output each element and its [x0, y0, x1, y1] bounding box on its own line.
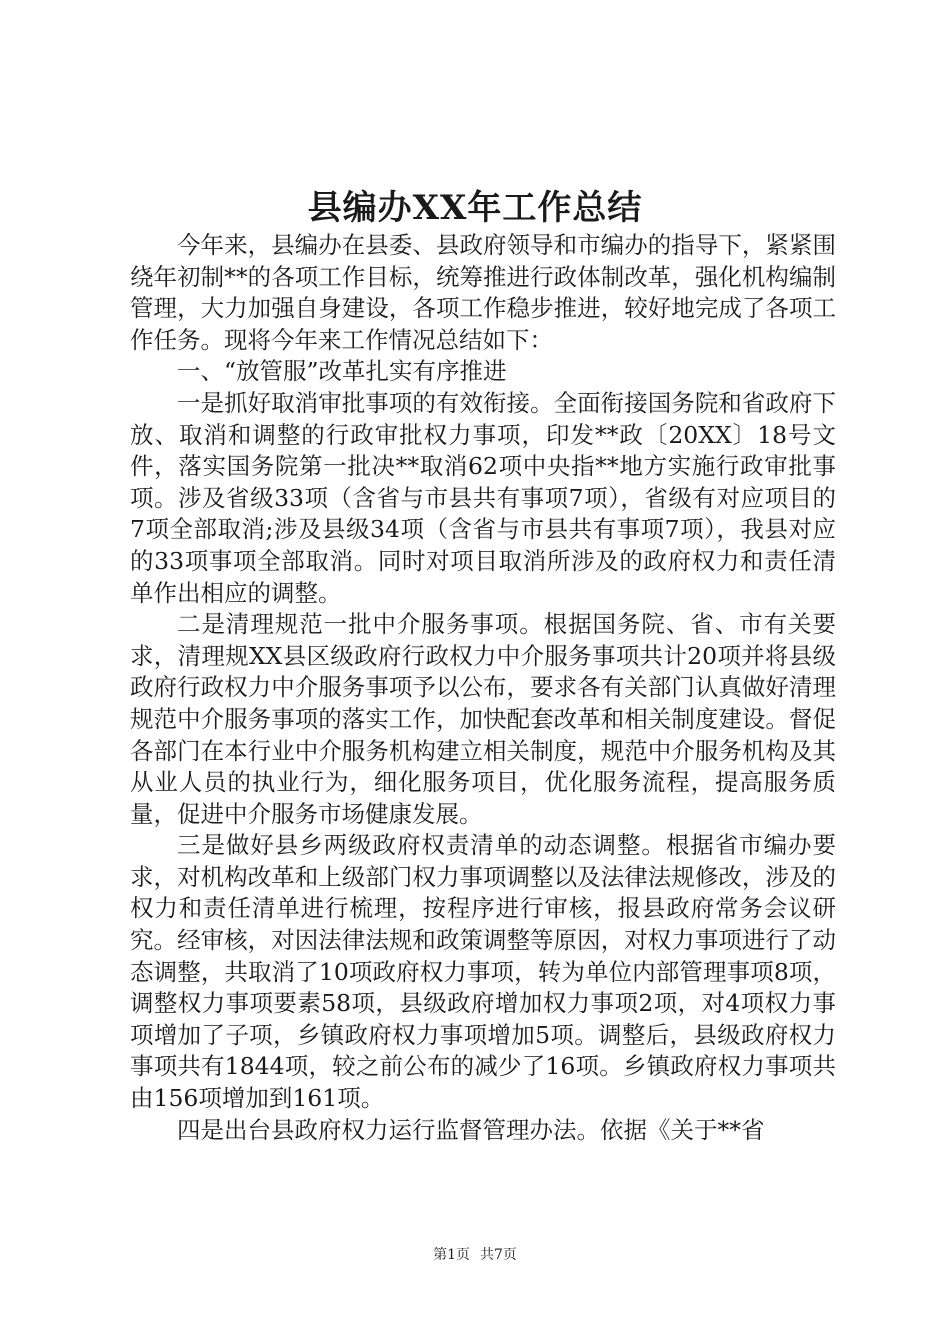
document-title: 县编办XX年工作总结 [307, 188, 643, 228]
paragraph-item-2: 二是清理规范一批中介服务事项。根据国务院、省、市有关要求，清理规XX县区级政府行政权力中介服务事项共计20项并将县级政府行政权力中介服务事项予以公布，要求各有关部门认真做好清理规范中介服务事项的落实工作，加快配套改革和相关制度建设。督促各部门在本行业中介服务机构建立相关制度，规范中介服务机构及其从业人员的执业行为，细化服务项目，优化服务流程，提高服务质量，促进中介服务市场健康发展。 [130, 610, 836, 828]
page-number: 第1页 [433, 1247, 470, 1263]
document-body [130, 230, 836, 1146]
section-heading: 一、“放管服”改革扎实有序推进 [177, 357, 507, 386]
paragraph-intro: 今年来，县编办在县委、县政府领导和市编办的指导下，紧紧围绕年初制**的各项工作目标，统筹推进行政体制改革，强化机构编制管理，大力加强自身建设，各项工作稳步推进，较好地完成了各项工作任务。现将今年来工作情况总结如下： [130, 231, 836, 354]
page-total: 共7页 [480, 1247, 517, 1263]
paragraph-item-3: 三是做好县乡两级政府权责清单的动态调整。根据省市编办要求，对机构改革和上级部门权力事项调整以及法律法规修改，涉及的权力和责任清单进行梳理，按程序进行审核，报县政府常务会议研究。经审核，对因法律法规和政策调整等原因，对权力事项进行了动态调整，共取消了10项政府权力事项，转为单位内部管理事项8项，调整权力事项要素58项，县级政府增加权力事项2项，对4项权力事项增加了子项，乡镇政府权力事项增加5项。调整后，县级政府权力事项共有1844项，较之前公布的减少了16项。乡镇政府权力事项共由156项增加到161项。 [130, 831, 836, 1113]
paragraph-item-4: 四是出台县政府权力运行监督管理办法。依据《关于**省 [177, 1115, 765, 1144]
paragraph-item-1: 一是抓好取消审批事项的有效衔接。全面衔接国务院和省政府下放、取消和调整的行政审批权力事项，印发**政〔20XX〕18号文件，落实国务院第一批决**取消62项中央指**地方实施行政审批事项。涉及省级33项（含省与市县共有事项7项），省级有对应项目的7项全部取消;涉及县级34项（含省与市县共有事项7项），我县对应的33项事项全部取消。同时对项目取消所涉及的政府权力和责任清单作出相应的调整。 [130, 388, 836, 607]
page-footer [0, 1245, 950, 1265]
